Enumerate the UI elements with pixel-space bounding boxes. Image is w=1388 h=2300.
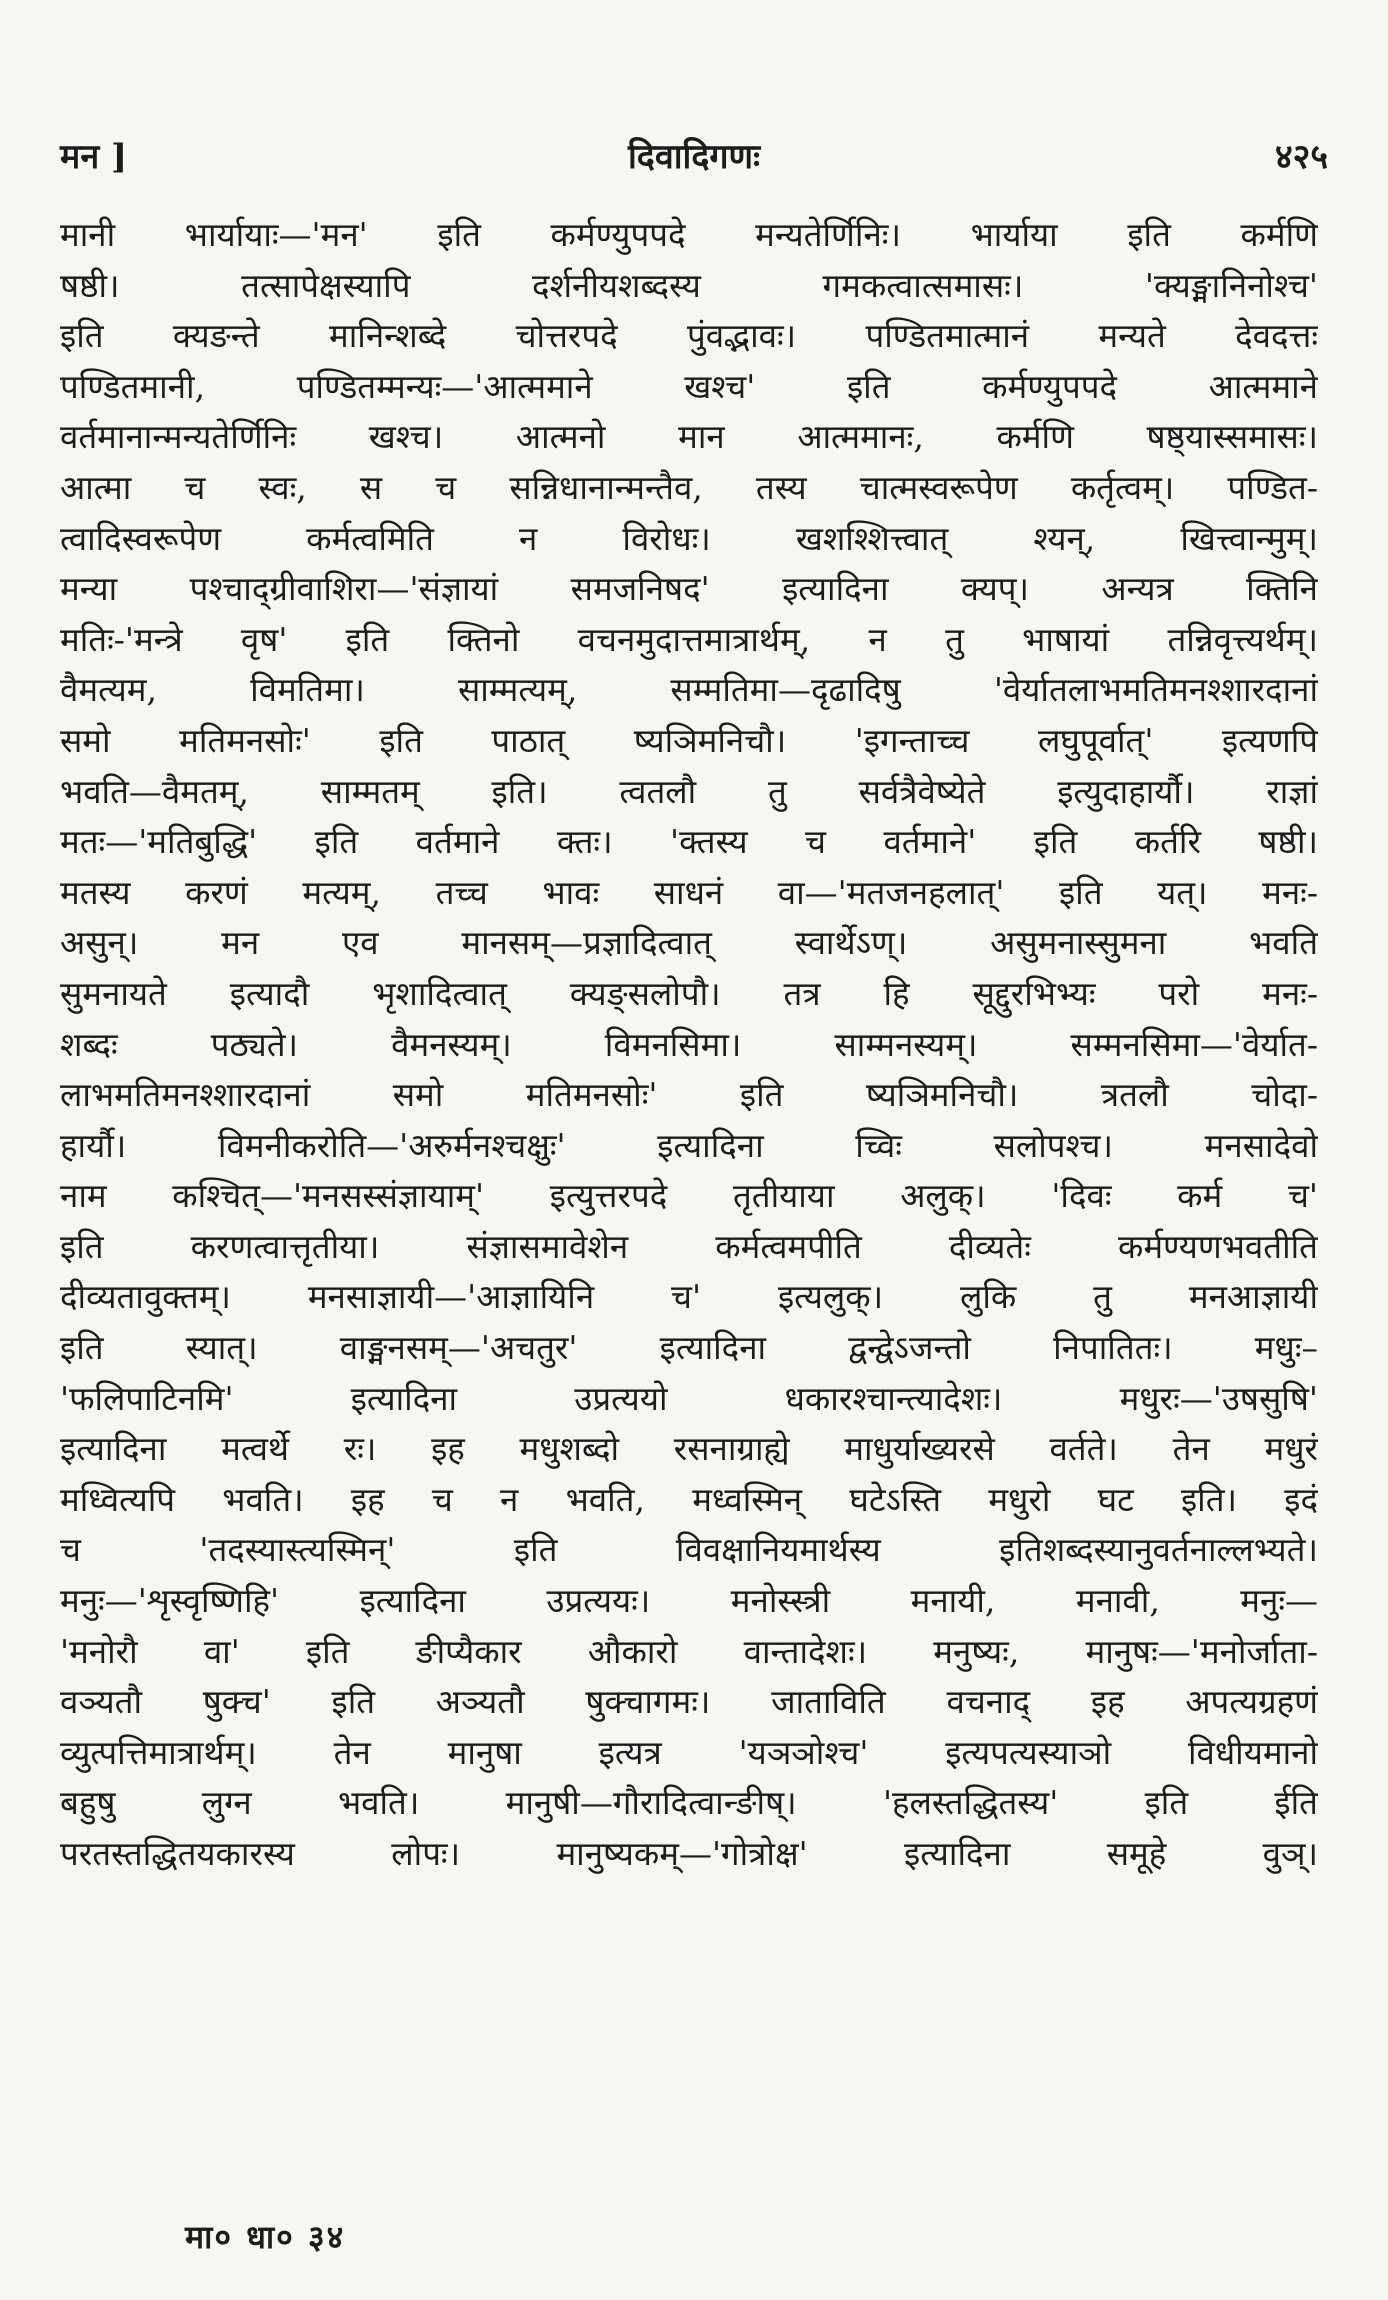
text-line: त्वादिस्वरूपेण कर्मत्वमिति न विरोधः। खशश्शित्त्वात् श्यन्, खित्त्वान्मुम्। [60, 518, 1318, 558]
text-line: पण्डितमानी, पण्डितम्मन्यः—'आत्ममाने खश्च' इति कर्मण्युपपदे आत्ममाने [60, 366, 1318, 406]
page-body [60, 210, 1318, 1880]
page-number: ४२५ [1274, 137, 1328, 177]
text-line: नाम कश्चित्—'मनसस्संज्ञायाम्' इत्युत्तरपदे तृतीयाया अलुक्। 'दिवः कर्म च' [60, 1176, 1318, 1216]
text-line: इति करणत्वात्तृतीया। संज्ञासमावेशेन कर्मत्वमपीति दीव्यतेः कर्मण्यणभवतीति [60, 1226, 1318, 1266]
text-line: वर्तमानान्मन्यतेर्णिनिः खश्च। आत्मनो मान आत्ममानः, कर्मणि षष्ठ्यास्समासः। [60, 417, 1318, 457]
text-line: मनुः—'शृस्वृष्णिहि' इत्यादिना उप्रत्ययः। मनोस्स्त्री मनायी, मनावी, मनुः— [60, 1581, 1318, 1621]
header-left: मन ] [60, 137, 128, 177]
page-footer: मा० धा० ३४ [185, 2218, 346, 2256]
text-line: षष्ठी। तत्सापेक्षस्यापि दर्शनीयशब्दस्य गमकत्वात्समासः। 'क्यङ्मानिनोश्च' [60, 265, 1318, 305]
text-line: हार्यौ। विमनीकरोति—'अरुर्मनश्चक्षुः' इत्यादिना च्विः सलोपश्च। मनसादेवो [60, 1125, 1318, 1165]
text-line: समो मतिमनसोः' इति पाठात् ष्यञिमनिचौ। 'इगन्ताच्च लघुपूर्वात्' इत्यणपि [60, 720, 1318, 760]
text-line: मतस्य करणं मत्यम्, तच्च भावः साधनं वा—'मतजनहलात्' इति यत्। मनः- [60, 872, 1318, 912]
text-line: च 'तदस्यास्त्यस्मिन्' इति विवक्षानियमार्थस्य इतिशब्दस्यानुवर्तनाल्लभ्यते। [60, 1530, 1318, 1570]
header-title: दिवादिगणः [627, 137, 761, 177]
text-line: इति स्यात्। वाङ्मनसम्—'अचतुर' इत्यादिना द्वन्द्वेऽजन्तो निपातितः। मधुः– [60, 1328, 1318, 1368]
text-line: वैमत्यम, विमतिमा। साम्मत्यम्, सम्मतिमा—दृढादिषु 'वेर्यातलाभमतिमनश्शारदानां [60, 670, 1318, 710]
text-line: दीव्यतावुक्तम्। मनसाज्ञायी—'आज्ञायिनि च' इत्यलुक्। लुकि तु मनआज्ञायी [60, 1277, 1318, 1317]
text-line: सुमनायते इत्यादौ भृशादित्वात् क्यङ्सलोपौ। तत्र हि सूद्दुरभिभ्यः परो मनः- [60, 973, 1318, 1013]
text-line: व्युत्पत्तिमात्रार्थम्। तेन मानुषा इत्यत्र 'यञञोश्च' इत्यपत्यस्याञो विधीयमानो [60, 1732, 1318, 1772]
text-line: भवति—वैमतम्, साम्मतम् इति। त्वतलौ तु सर्वत्रैवेष्येते इत्युदाहार्यौ। राज्ञां [60, 771, 1318, 811]
text-line: 'फलिपाटिनमि' इत्यादिना उप्रत्ययो धकारश्चान्त्यादेशः। मधुरः—'उषसुषि' [60, 1378, 1318, 1418]
text-line: परतस्तद्धितयकारस्य लोपः। मानुष्यकम्—'गोत्रोक्ष' इत्यादिना समूहे वुञ्। [60, 1834, 1318, 1873]
text-line: इति क्यङन्ते मानिन्शब्दे चोत्तरपदे पुंवद्भावः। पण्डितमात्मानं मन्यते देवदत्तः [60, 316, 1318, 356]
text-line: मध्वित्यपि भवति। इह च न भवति, मध्वस्मिन् घटेऽस्ति मधुरो घट इति। इदं [60, 1479, 1318, 1519]
text-line: मानी भार्यायाः—'मन' इति कर्मण्युपपदे मन्यतेर्णिनिः। भार्याया इति कर्मणि [60, 215, 1318, 254]
text-line: वञ्यतौ षुक्च' इति अञ्यतौ षुक्चागमः। जाताविति वचनाद् इह अपत्यग्रहणं [60, 1682, 1318, 1722]
page-header [60, 125, 1328, 185]
text-line: इत्यादिना मत्वर्थे रः। इह मधुशब्दो रसनाग्राह्ये माधुर्याख्यरसे वर्तते। तेन मधुरं [60, 1429, 1318, 1469]
text-line: आत्मा च स्वः, स च सन्निधानान्मन्तैव, तस्य चात्मस्वरूपेण कर्तृत्वम्। पण्डित- [60, 467, 1318, 507]
text-line: मतिः-'मन्त्रे वृष' इति क्तिनो वचनमुदात्तमात्रार्थम्, न तु भाषायां तन्निवृत्त्यर्थम्। [60, 619, 1318, 659]
text-line: लाभमतिमनश्शारदानां समो मतिमनसोः' इति ष्यञिमनिचौ। त्रतलौ चोदा- [60, 1075, 1318, 1115]
text-line: असुन्। मन एव मानसम्—प्रज्ञादित्वात् स्वार्थेऽण्। असुमनास्सुमना भवति [60, 923, 1318, 963]
text-line: मतः—'मतिबुद्धि' इति वर्तमाने क्तः। 'क्तस्य च वर्तमाने' इति कर्तरि षष्ठी। [60, 822, 1318, 862]
text-line: 'मनोरौ वा' इति ङीप्यैकार औकारो वान्तादेशः। मनुष्यः, मानुषः—'मनोर्जाता- [60, 1631, 1318, 1671]
text-line: शब्दः पठ्यते। वैमनस्यम्। विमनसिमा। साम्मनस्यम्। सम्मनसिमा—'वेर्यात- [60, 1024, 1318, 1064]
text-line: मन्या पश्चाद्ग्रीवाशिरा—'संज्ञायां समजनिषद' इत्यादिना क्यप्। अन्यत्र क्तिनि [60, 569, 1318, 609]
text-line: बहुषु लुग्न भवति। मानुषी—गौरादित्वान्ङीष्। 'हलस्तद्धितस्य' इति ईति [60, 1783, 1318, 1823]
